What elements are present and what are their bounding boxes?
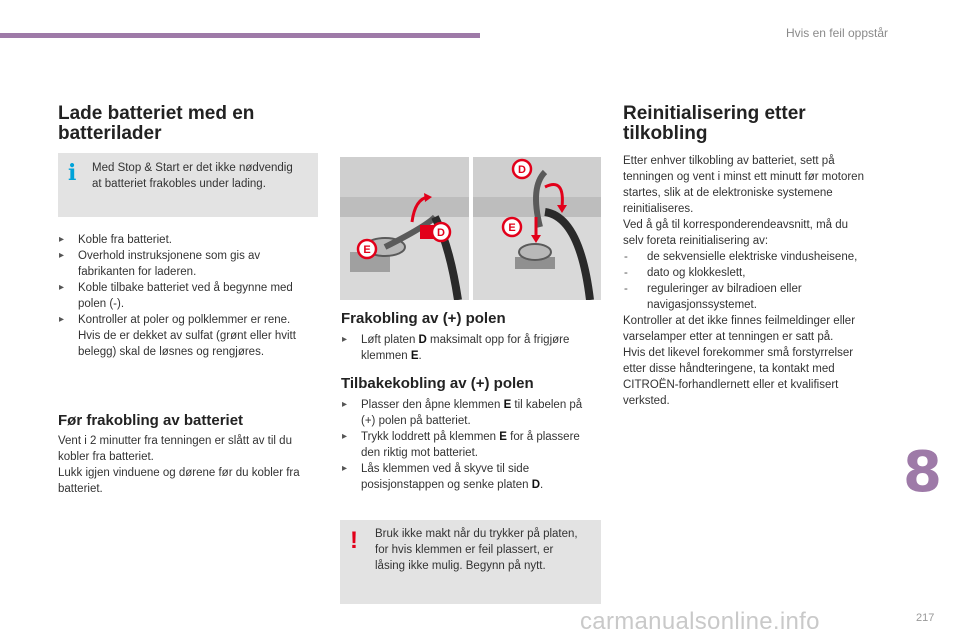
before-disconnect-text: Vent i 2 minutter fra tenningen er slått av til du kobler fra batteriet. Lukk igjen vinduene og dørene før du kobler fra batteriet. <box>58 435 300 495</box>
triangle-bullet-icon: ▸ <box>342 431 348 442</box>
warning-box-text: Bruk ikke makt når du trykker på platen, for hvis klemmen er feil plassert, er låsing ikke mulig. Begynn på nytt. <box>375 528 578 572</box>
figure-label-d-left-text: D <box>437 227 445 239</box>
dash-bullet: - <box>624 251 628 263</box>
list-item: ▸ Trykk loddrett på klemmen E for å plassere den riktig mot batteriet. <box>342 431 580 459</box>
triangle-bullet-icon: ▸ <box>59 314 65 325</box>
before-disconnect-heading: Før frakobling av batteriet <box>58 412 244 429</box>
figure-label-d-right-text: D <box>518 164 526 176</box>
triangle-bullet-icon: ▸ <box>342 334 348 345</box>
reinit-outro-text: Kontroller at det ikke finnes feilmeldinger eller varselamper etter at tenningen er satt på. Hvis det likevel forekommer små forstyrrelser etter disse håndteringene, ta kontakt med CITROËN-forhandlernett eller et kvalifisert verksted. <box>623 315 856 407</box>
dash-bullet: - <box>624 267 628 279</box>
charging-steps-list <box>58 232 328 360</box>
section-header: Hvis en feil oppstår <box>785 26 888 40</box>
list-item: - reguleringer av bilradioen eller navigasjonssystemet. <box>624 283 802 311</box>
reinit-systems-list <box>623 249 903 313</box>
reinit-intro-text: Etter enhver tilkobling av batteriet, sett på tenningen og vent i minst ett minutt før motoren startes, slik at de elektroniske systemene reinitialiseres. Ved å gå til korresponderendeavsnitt, må du selv foreta reinitialisering av: <box>623 155 864 247</box>
triangle-bullet-icon: ▸ <box>59 250 65 261</box>
info-box-text: Med Stop & Start er det ikke nødvendig at batteriet frakobles under lading. <box>92 162 293 190</box>
info-icon: i <box>68 160 77 186</box>
reconnect-steps-list <box>341 397 611 493</box>
list-item: - dato og klokkeslett, <box>624 267 746 279</box>
dash-bullet: - <box>624 283 628 295</box>
reinit-title: Reinitialisering etter tilkobling <box>623 103 806 144</box>
page-title: Lade batteriet med en batterilader <box>58 103 255 144</box>
list-item: ▸ Overhold instruksjonene som gis av fabrikanten for laderen. <box>59 250 261 278</box>
disconnect-heading: Frakobling av (+) polen <box>341 310 506 327</box>
chapter-color-bar <box>0 33 480 38</box>
battery-terminal-illustration <box>340 157 601 300</box>
chapter-number: 8 <box>903 440 942 505</box>
list-item: ▸ Koble fra batteriet. <box>59 234 172 246</box>
reconnect-heading: Tilbakekobling av (+) polen <box>341 375 534 392</box>
triangle-bullet-icon: ▸ <box>342 463 348 474</box>
triangle-bullet-icon: ▸ <box>342 399 348 410</box>
list-item: - de sekvensielle elektriske vindusheisene, <box>624 251 858 263</box>
triangle-bullet-icon: ▸ <box>59 282 65 293</box>
figure-label-e-left-text: E <box>363 244 371 256</box>
disconnect-steps-list <box>341 332 611 364</box>
page-number: 217 <box>916 612 935 624</box>
exclamation-icon: ! <box>350 527 358 554</box>
list-item: ▸ Løft platen D maksimalt opp for å frigjøre klemmen E. <box>342 334 570 362</box>
list-item: ▸ Kontroller at poler og polklemmer er rene. Hvis de er dekket av sulfat (grønt eller hvitt belegg) skal de løsnes og rengjøres. <box>59 314 296 358</box>
list-item: ▸ Plasser den åpne klemmen E til kabelen på (+) polen på batteriet. <box>342 399 583 427</box>
list-item: ▸ Lås klemmen ved å skyve til side posisjonstappen og senke platen D. <box>342 463 544 491</box>
figure-label-e-right-text: E <box>508 222 516 234</box>
list-item: ▸ Koble tilbake batteriet ved å begynne med polen (-). <box>59 282 293 310</box>
triangle-bullet-icon: ▸ <box>59 234 65 245</box>
watermark: carmanualsonline.info <box>580 608 820 635</box>
